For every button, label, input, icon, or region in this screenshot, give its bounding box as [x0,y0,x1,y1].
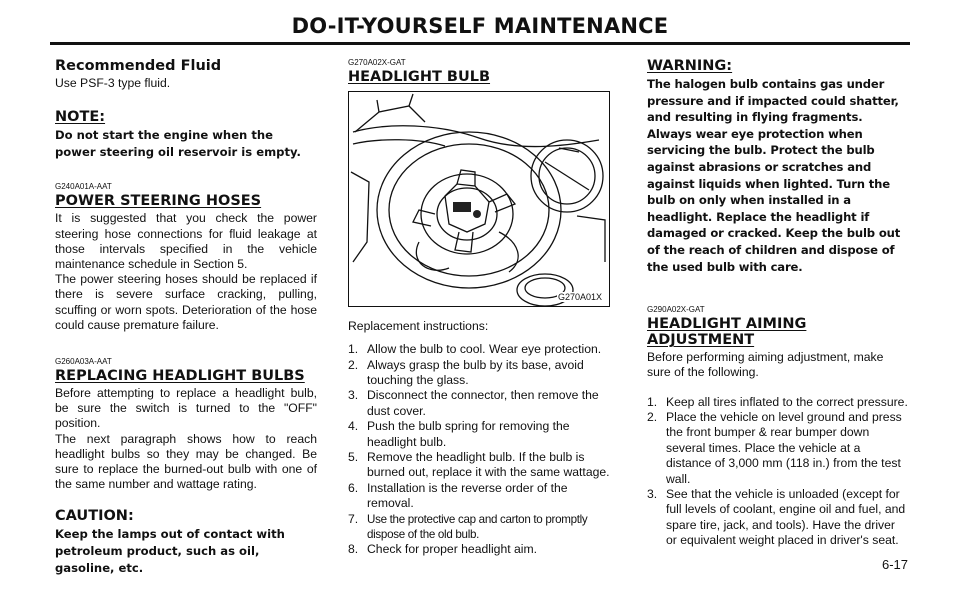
list-item: 5. Remove the headlight bulb. If the bulb is burned out, replace it with the same wattage. [348,450,610,480]
column-right [647,58,909,549]
caution-text: Keep the lamps out of contact with petroleum product, such as oil, gasoline, etc. [55,527,285,575]
aiming-section-code: G290A02X-GAT [647,305,705,315]
hoses-text-2: The power steering hoses should be replaced if there is severe surface cracking, pulling, scuffing or worn spots. Deterioration of the hose could cause premature failure. [55,272,317,332]
aiming-intro: Before performing aiming adjustment, make sure of the following. [647,350,884,380]
column-left [55,58,317,576]
recommended-fluid-heading: Recommended Fluid [55,58,222,74]
headlight-bulb-section-code: G270A02X-GAT [348,58,406,67]
hoses-heading: POWER STEERING HOSES [55,193,262,210]
header-rule [50,42,910,45]
replacing-section-code: G260A03A-AAT [55,357,112,367]
list-item: 4. Push the bulb spring for removing the headlight bulb. [348,419,570,449]
hoses-text-1: It is suggested that you check the power steering hose connections for fluid leakage at those intervals specified in the vehicle maintenance schedule in Section 5. [55,211,317,271]
caution-heading: CAUTION: [55,508,134,525]
list-item: 2. Always grasp the bulb by its base, avoid touching the glass. [348,357,584,388]
aiming-heading: HEADLIGHT AIMING ADJUSTMENT [647,316,807,349]
headlight-assembly-drawing [349,92,610,307]
warning-heading: WARNING: [647,58,733,74]
recommended-fluid-text: Use PSF-3 type fluid. [55,76,171,90]
list-item: 1. Allow the bulb to cool. Wear eye protection. [348,342,602,357]
headlight-bulb-heading: HEADLIGHT BULB [348,69,491,85]
column-middle [348,58,610,558]
replacing-heading: REPLACING HEADLIGHT BULBS [55,368,305,385]
list-item: 3. Disconnect the connector, then remove the dust cover. [348,388,599,418]
replacement-steps-list [348,342,610,558]
headlight-bulb-illustration [348,91,610,307]
replacing-text-1: Before attempting to replace a headlight bulb, be sure the switch is turned to the "OFF" position. [55,386,317,431]
list-item: 3. See that the vehicle is unloaded (except for full levels of coolant, engine oil and fuel, and spare tire, jack, and tools). Have the driver or equivalent weight placed in driver's seat. [647,486,906,548]
list-item: 7. Use the protective cap and carton to promptly dispose of the old bulb. [348,511,588,542]
list-item: 6. Installation is the reverse order of the removal. [348,480,568,511]
warning-text: The halogen bulb contains gas under pressure and if impacted could shatter, and resulting in flying fragments. Always wear eye protection when servicing the bulb. Protect the bulb against abrasions or scratches and against liquids when lighted. Turn the bulb on only when installed in a headlight. Replace the headlight if damaged or cracked. Keep the bulb out of the reach of children and dispose of the used bulb with care. [647,77,901,274]
list-item: 2. Place the vehicle on level ground and press the front bumper & rear bumper down several times. Place the vehicle at a distance of 3,000 mm (118 in.) from the test wall. [647,409,902,486]
hoses-section-code: G240A01A-AAT [55,182,112,192]
replacing-text-2: The next paragraph shows how to reach headlight bulbs so they may be changed. Be sure to replace the burned-out bulb with one of the same number and wattage rating. [55,431,317,492]
aiming-steps-list [647,395,909,549]
page-header-title: DO-IT-YOURSELF MAINTENANCE [291,14,669,38]
replacement-intro: Replacement instructions: [348,319,489,333]
note-heading: NOTE: [55,109,106,126]
list-item: 8. Check for proper headlight aim. [348,542,538,557]
list-item: 1. Keep all tires inflated to the correct pressure. [647,394,908,409]
note-text: Do not start the engine when the power steering oil reservoir is empty. [55,128,301,159]
page-number: 6-17 [881,557,908,572]
figure-code: G270A01X [557,292,602,302]
